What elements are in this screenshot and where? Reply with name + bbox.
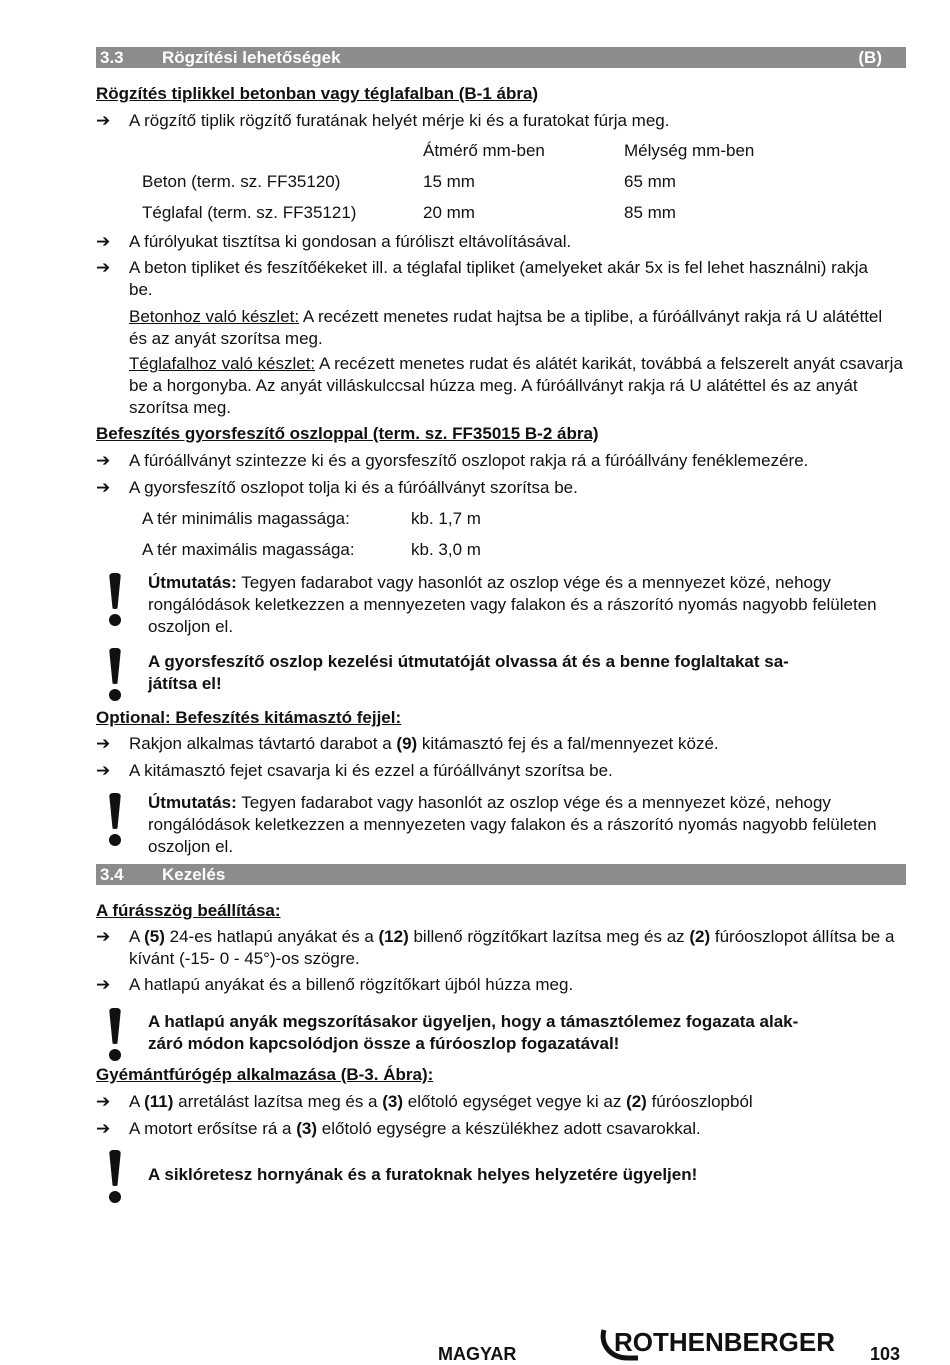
warning-icon xyxy=(106,573,126,629)
max-height-value: kb. 3,0 m xyxy=(411,540,481,559)
table-cell: Téglafal (term. sz. FF35121) xyxy=(142,203,357,222)
footer-language: MAGYAR xyxy=(438,1344,517,1364)
heading-optional-support: Optional: Befeszítés kitámasztó fejjel: xyxy=(96,708,402,727)
arrow-icon: ➔ xyxy=(96,111,111,130)
max-height-label: A tér maximális magassága: xyxy=(142,540,355,559)
list-item: ➔ A fúróállványt szintezze ki és a gyorsfeszítő oszlopot rakja rá a fúróállvány fenéklemezére. xyxy=(96,451,809,470)
warning-icon xyxy=(106,793,126,849)
min-height-label: A tér minimális magassága: xyxy=(142,509,350,528)
list-item: ➔ A gyorsfeszítő oszlopot tolja ki és a fúróállványt szorítsa be. xyxy=(96,478,578,497)
table-header: Mélység mm-ben xyxy=(624,141,755,160)
section-title: Rögzítési lehetőségek xyxy=(162,48,341,67)
list-item: ➔ A rögzítő tiplik rögzítő furatának helyét mérje ki és a furatokat fúrja meg. xyxy=(96,111,670,130)
table-cell: 65 mm xyxy=(624,172,676,191)
figure-ref: (B) xyxy=(858,48,882,67)
arrow-icon: ➔ xyxy=(96,761,111,780)
arrow-icon: ➔ xyxy=(96,451,111,470)
table-header: Átmérő mm-ben xyxy=(423,141,545,160)
list-item: ➔ A (5) 24-es hatlapú anyákat és a (12) billenő rögzítőkart lazítsa meg és az (2) fúróoszlopot állítsa be a kívánt (-15- 0 - 45°)-os szögre. xyxy=(96,927,895,968)
concrete-kit-paragraph: Betonhoz való készlet: A recézett menetes rudat hajtsa be a tiplibe, a fúróállványt rakja rá U alátéttel és az anyát szorítsa meg. xyxy=(129,307,883,348)
note-paragraph: Útmutatás: Tegyen fadarabot vagy hasonlót az oszlop vége és a mennyezet közé, nehogy rongálódások keletkezzen a mennyezeten vagy falakon és a rászorító nyomás nagyobb felületen oszoljon el. xyxy=(148,573,877,636)
warning-paragraph: A gyorsfeszítő oszlop kezelési útmutatóját olvassa át és a benne foglaltakat sa- játítsa el! xyxy=(148,652,789,693)
table-cell: 85 mm xyxy=(624,203,676,222)
section-title: Kezelés xyxy=(162,865,226,884)
section-header-3-3 xyxy=(96,47,906,68)
list-item: ➔ A hatlapú anyákat és a billenő rögzítőkart újból húzza meg. xyxy=(96,975,574,994)
warning-icon xyxy=(106,1008,126,1064)
list-item: ➔ A kitámasztó fejet csavarja ki és ezzel a fúróállványt szorítsa be. xyxy=(96,761,613,780)
arrow-icon: ➔ xyxy=(96,232,111,251)
warning-paragraph: A hatlapú anyák megszorításakor ügyeljen, hogy a támasztólemez fogazata alak- záró módon kapcsolódjon össze a fúróoszlop fogazatával! xyxy=(148,1012,799,1053)
heading-quick-clamp: Befeszítés gyorsfeszítő oszloppal (term. sz. FF35015 B-2 ábra) xyxy=(96,424,599,443)
section-number: 3.3 xyxy=(100,48,124,67)
arrow-icon: ➔ xyxy=(96,927,111,946)
heading-dowel-fixing: Rögzítés tiplikkel betonban vagy téglafalban (B-1 ábra) xyxy=(96,84,539,103)
section-number: 3.4 xyxy=(100,865,124,884)
heading-drill-angle: A fúrásszög beállítása: xyxy=(96,901,281,920)
list-item: ➔ A fúrólyukat tisztítsa ki gondosan a fúróliszt eltávolításával. xyxy=(96,232,572,251)
warning-icon xyxy=(106,648,126,704)
rothenberger-logo xyxy=(598,1324,850,1362)
warning-paragraph: A siklóretesz hornyának és a furatoknak helyes helyzetére ügyeljen! xyxy=(148,1165,698,1184)
table-cell: Beton (term. sz. FF35120) xyxy=(142,172,341,191)
warning-icon xyxy=(106,1150,126,1206)
table-cell: 15 mm xyxy=(423,172,475,191)
table-cell: 20 mm xyxy=(423,203,475,222)
brand-name: ROTHENBERGER xyxy=(614,1327,836,1357)
min-height-value: kb. 1,7 m xyxy=(411,509,481,528)
arrow-icon: ➔ xyxy=(96,1119,111,1138)
arrow-icon: ➔ xyxy=(96,258,111,277)
heading-core-drill-usage: Gyémántfúrógép alkalmazása (B-3. Ábra): xyxy=(96,1065,434,1084)
arrow-icon: ➔ xyxy=(96,734,111,753)
page-number: 103 xyxy=(870,1344,901,1364)
note-paragraph: Útmutatás: Tegyen fadarabot vagy hasonlót az oszlop vége és a mennyezet közé, nehogy rongálódások keletkezzen a mennyezeten vagy falakon és a rászorító nyomás nagyobb felületen oszoljon el. xyxy=(148,793,877,856)
section-header-3-4 xyxy=(96,864,906,885)
list-item: ➔ A motort erősítse rá a (3) előtoló egységre a készülékhez adott csavarokkal. xyxy=(96,1119,701,1138)
arrow-icon: ➔ xyxy=(96,975,111,994)
brick-kit-paragraph: Téglafalhoz való készlet: A recézett menetes rudat és alátét karikát, továbbá a felszerelt anyát csavarja be a horgonyba. Az anyát villáskulccsal húzza meg. A fúróállványt rakja rá U alátéttel és az anyát szorítsa meg. xyxy=(129,354,903,417)
arrow-icon: ➔ xyxy=(96,478,111,497)
list-item: ➔ A beton tipliket és feszítőékeket ill. a téglafal tipliket (amelyeket akár 5x is fel lehet használni) rakja be. xyxy=(96,258,868,299)
list-item: ➔ A (11) arretálást lazítsa meg és a (3) előtoló egységet vegye ki az (2) fúróoszlopból xyxy=(96,1092,753,1111)
list-item: ➔ Rakjon alkalmas távtartó darabot a (9) kitámasztó fej és a fal/mennyezet közé. xyxy=(96,734,719,753)
arrow-icon: ➔ xyxy=(96,1092,111,1111)
